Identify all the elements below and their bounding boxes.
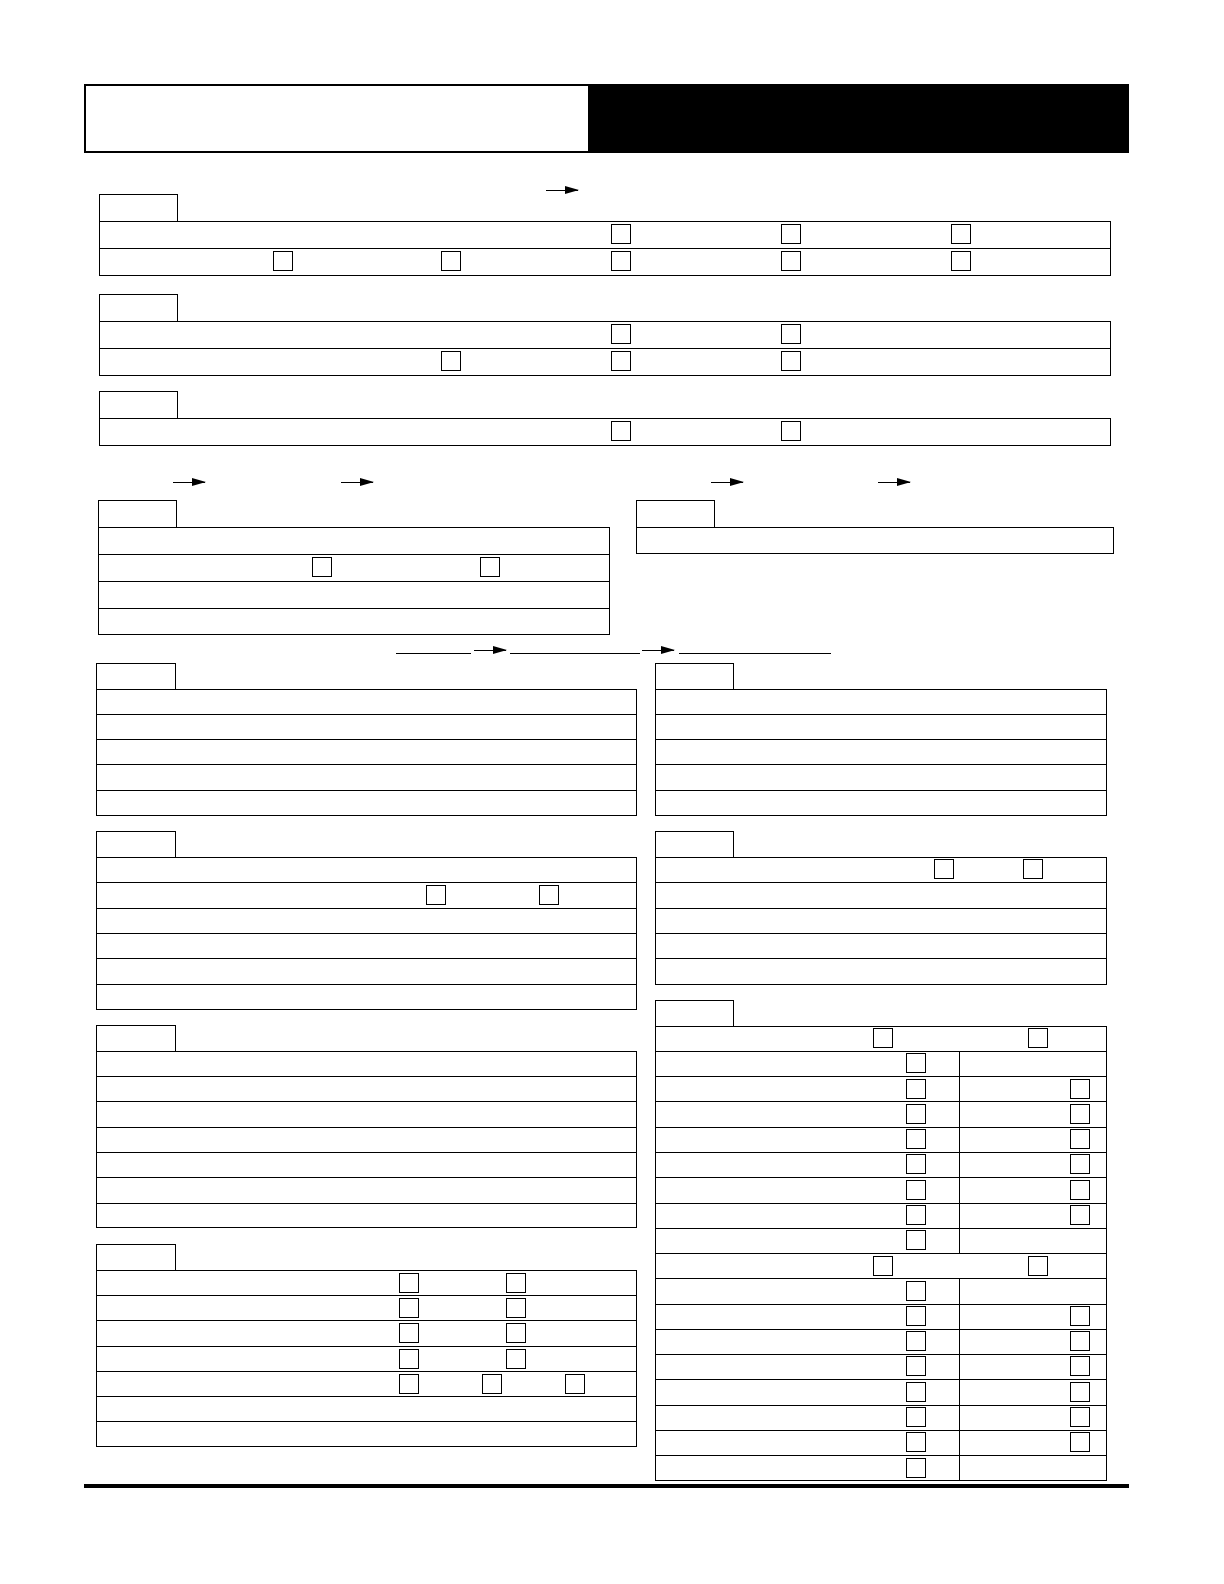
flow-arrow (711, 482, 743, 483)
form-row (96, 689, 637, 715)
checkbox[interactable] (934, 859, 954, 879)
flow-arrow (546, 190, 578, 191)
form-row (96, 1421, 637, 1447)
checkbox[interactable] (906, 1407, 926, 1427)
form-row (96, 1127, 637, 1153)
form-row (96, 1295, 637, 1321)
checkbox[interactable] (506, 1273, 526, 1293)
row-divider (655, 1304, 1107, 1305)
flow-arrow (642, 650, 674, 651)
row-divider (655, 1405, 1107, 1406)
checkbox[interactable] (906, 1129, 926, 1149)
form-row (96, 1396, 637, 1422)
form-row (655, 958, 1107, 985)
form-row (98, 581, 610, 609)
checkbox[interactable] (906, 1053, 926, 1073)
form-row (636, 527, 1114, 554)
checkbox[interactable] (781, 324, 801, 344)
form-row (96, 958, 637, 985)
form-row (99, 348, 1111, 376)
flow-arrow (878, 482, 910, 483)
section-tab (96, 831, 176, 858)
checkbox[interactable] (426, 885, 446, 905)
section-tab (96, 663, 176, 690)
form-row (96, 933, 637, 959)
checkbox[interactable] (441, 251, 461, 271)
checkbox[interactable] (1070, 1432, 1090, 1452)
checkbox[interactable] (312, 557, 332, 577)
row-divider (655, 1455, 1107, 1456)
flow-line (679, 653, 831, 654)
checkbox[interactable] (1070, 1331, 1090, 1351)
form-row (96, 714, 637, 740)
checkbox[interactable] (906, 1356, 926, 1376)
row-divider (655, 1051, 1107, 1052)
checkbox[interactable] (1070, 1180, 1090, 1200)
form-row (96, 1270, 637, 1296)
section-tab (99, 294, 178, 322)
checkbox[interactable] (506, 1298, 526, 1318)
checkbox[interactable] (506, 1323, 526, 1343)
checkbox[interactable] (399, 1323, 419, 1343)
checkbox[interactable] (611, 324, 631, 344)
form-row (655, 764, 1107, 791)
form-row (655, 790, 1107, 816)
form-row (96, 984, 637, 1010)
checkbox[interactable] (482, 1374, 502, 1394)
row-divider (655, 1329, 1107, 1330)
form-row (98, 527, 610, 555)
form-row (96, 857, 637, 883)
form-row (96, 908, 637, 934)
row-divider (655, 1203, 1107, 1204)
checkbox[interactable] (1070, 1079, 1090, 1099)
flow-arrow (474, 650, 506, 651)
row-divider (655, 1228, 1107, 1229)
checkbox[interactable] (873, 1028, 893, 1048)
checkbox[interactable] (1070, 1129, 1090, 1149)
checkbox[interactable] (781, 421, 801, 441)
form-row (655, 882, 1107, 909)
flow-arrow (173, 482, 205, 483)
checkbox[interactable] (1070, 1154, 1090, 1174)
form-row (96, 1320, 637, 1347)
checkbox[interactable] (906, 1281, 926, 1301)
column-divider (959, 1051, 960, 1253)
form-row (96, 1346, 637, 1372)
form-row (96, 1152, 637, 1178)
checkbox[interactable] (441, 351, 461, 371)
form-row (96, 1203, 637, 1228)
checkbox[interactable] (1070, 1205, 1090, 1225)
section-tab (655, 1000, 734, 1027)
row-divider (655, 1177, 1107, 1178)
checkbox[interactable] (273, 251, 293, 271)
checkbox[interactable] (906, 1458, 926, 1478)
row-divider (655, 1127, 1107, 1128)
section-tab (98, 500, 177, 528)
checkbox[interactable] (906, 1104, 926, 1124)
form-row (96, 739, 637, 765)
checkbox[interactable] (611, 351, 631, 371)
row-divider (655, 1076, 1107, 1077)
section-tab (655, 663, 734, 690)
row-divider (655, 1101, 1107, 1102)
form-row (96, 1101, 637, 1128)
checkbox[interactable] (906, 1432, 926, 1452)
section-tab (96, 1025, 176, 1052)
checkbox[interactable] (506, 1349, 526, 1369)
row-divider (655, 1379, 1107, 1380)
form-row (655, 739, 1107, 765)
checkbox[interactable] (399, 1298, 419, 1318)
column-divider (959, 1278, 960, 1481)
checkbox[interactable] (906, 1079, 926, 1099)
form-row (96, 790, 637, 816)
checkbox[interactable] (399, 1273, 419, 1293)
form-row (99, 418, 1111, 446)
section-tab (636, 500, 715, 528)
checkbox[interactable] (906, 1230, 926, 1250)
section-tab (99, 194, 178, 222)
checkbox[interactable] (906, 1154, 926, 1174)
checkbox[interactable] (906, 1306, 926, 1326)
form-row (98, 608, 610, 635)
footer-rule (84, 1484, 1129, 1488)
checkbox[interactable] (399, 1349, 419, 1369)
flow-line (396, 653, 471, 654)
checkbox[interactable] (906, 1382, 926, 1402)
form-row (96, 1076, 637, 1102)
checkbox[interactable] (1070, 1356, 1090, 1376)
form-row (96, 1051, 637, 1077)
flow-arrow (341, 482, 373, 483)
form-row (96, 1371, 637, 1397)
form-row (99, 321, 1111, 349)
checkbox[interactable] (906, 1205, 926, 1225)
checkbox[interactable] (781, 251, 801, 271)
checkbox[interactable] (951, 224, 971, 244)
form-header-title-box (84, 84, 590, 153)
checkbox[interactable] (1023, 859, 1043, 879)
form-row (96, 1177, 637, 1204)
checkbox[interactable] (399, 1374, 419, 1394)
checkbox[interactable] (906, 1331, 926, 1351)
checkbox[interactable] (951, 251, 971, 271)
form-row (655, 933, 1107, 959)
row-divider (655, 1152, 1107, 1153)
checkbox[interactable] (1070, 1407, 1090, 1427)
flow-line (510, 653, 640, 654)
checkbox[interactable] (1028, 1256, 1048, 1276)
row-divider (655, 1278, 1107, 1279)
checkbox[interactable] (611, 224, 631, 244)
row-divider (655, 1253, 1107, 1254)
checkbox[interactable] (1028, 1028, 1048, 1048)
row-divider (655, 1354, 1107, 1355)
checkbox[interactable] (611, 251, 631, 271)
section-tab (96, 1244, 176, 1271)
form-row (655, 908, 1107, 934)
form-row (655, 714, 1107, 740)
form-row (96, 764, 637, 791)
checkbox[interactable] (906, 1180, 926, 1200)
checkbox[interactable] (1070, 1104, 1090, 1124)
section-tab (655, 831, 734, 858)
checkbox[interactable] (1070, 1382, 1090, 1402)
checkbox[interactable] (873, 1256, 893, 1276)
checkbox[interactable] (565, 1374, 585, 1394)
form-header-black-bar (588, 84, 1129, 153)
checkbox[interactable] (611, 421, 631, 441)
form-row (98, 554, 610, 582)
form-row (655, 689, 1107, 715)
section-tab (99, 391, 178, 419)
checkbox[interactable] (480, 557, 500, 577)
checkbox[interactable] (1070, 1306, 1090, 1326)
row-divider (655, 1430, 1107, 1431)
checkbox[interactable] (781, 351, 801, 371)
checkbox[interactable] (539, 885, 559, 905)
checkbox[interactable] (781, 224, 801, 244)
